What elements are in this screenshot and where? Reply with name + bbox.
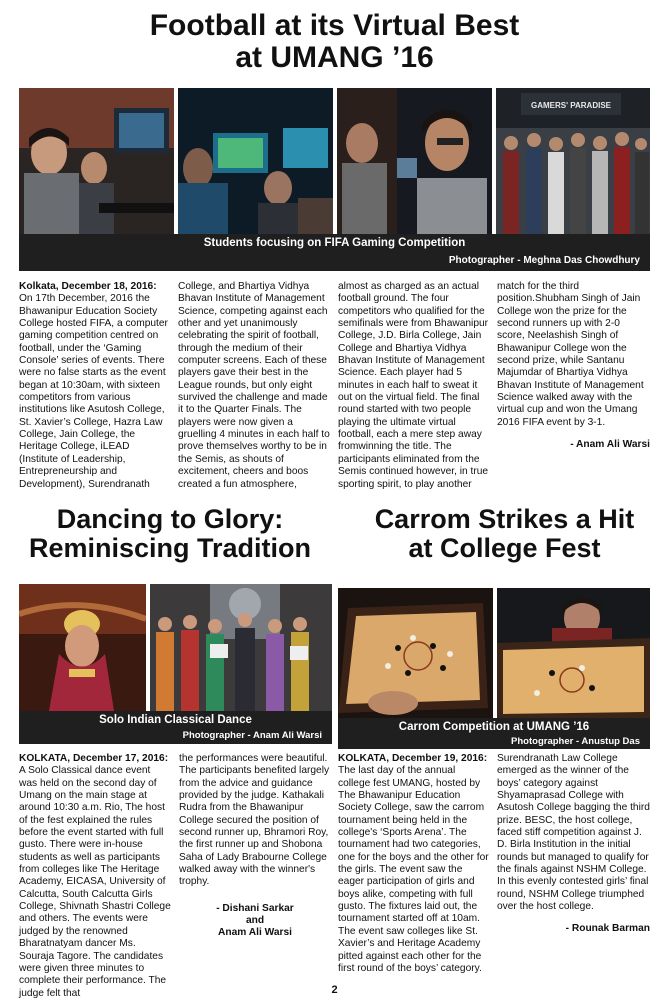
- fifa-body-1: On 17th December, 2016 the Bhawanipur Education Society College hosted FIFA, a computer gaming competition centred on football, under the ‘Gaming Console’ series of events. There were no false starts as the event began at 10:30am, with sixteen competitors from various institutions like Asutosh College, St. Xavier’s College, Hazra Law College, Jain College, the Heritage College, iLEAD (Institute of Leadership, Entrepreneurship and Development), Surendranath: [19, 293, 168, 490]
- dance-headline-line1: Dancing to Glory:: [56, 504, 284, 534]
- fifa-column-2: [178, 281, 330, 491]
- dance-headline: [0, 505, 340, 563]
- dance-column-2: [179, 753, 331, 940]
- dance-body-1: A Solo Classical dance event was held on the second day of Umang on the main stage at around 10:30 a.m. Rio, The host of the fest explained the rules before the event started with full gusto. There were in-house students as well as participants from colleges like The Heritage Academy, EICASA, University of Calcutta, South Calcutta Girls College, Shivnath Shastri College and others. The events were judged by the renowned Bharatnatyam dancer Ms. Souraja Tagore. The candidates were given three minutes to complete their performance. The judge felt that: [19, 765, 171, 999]
- fifa-column-3: [338, 281, 490, 491]
- fifa-photo-2: [178, 88, 333, 234]
- dance-column-1: [19, 753, 171, 1000]
- page-number: 2: [331, 984, 338, 996]
- fifa-headline: [0, 10, 669, 75]
- fifa-byline: - Anam Ali Warsi: [570, 439, 650, 451]
- fifa-photo-1: [19, 88, 174, 234]
- dance-photo-2: [150, 584, 332, 711]
- carrom-column-1: [338, 753, 490, 975]
- dance-byline: - Dishani Sarkar and Anam Ali Warsi: [216, 902, 294, 939]
- carrom-photo-caption: Carrom Competition at UMANG ’16: [398, 721, 590, 733]
- fifa-headline-line1: Football at its Virtual Best: [149, 9, 520, 42]
- dance-photo-caption: Solo Indian Classical Dance: [99, 714, 252, 726]
- dance-body-2: the performances were beautiful. The participants benefited largely from the advice and guidance provided by the judge. Kathakali Rudra from the Bhawanipur College secured the position of second runner up, Bhramori Roy, the first runner up and Shobona Saha of Lady Brabourne College walked away with the winner's trophy.: [179, 753, 330, 888]
- dance-headline-line2: Reminiscing Tradition: [28, 533, 312, 564]
- dance-dateline: KOLKATA, December 17, 2016:: [19, 753, 169, 764]
- fifa-caption-bar: [19, 234, 650, 271]
- carrom-headline: [340, 505, 669, 563]
- dance-photo-1: [19, 584, 146, 711]
- fifa-photo-4: [496, 88, 650, 234]
- carrom-headline-line2: at College Fest: [408, 533, 601, 564]
- fifa-photo-3: [337, 88, 492, 234]
- carrom-dateline: KOLKATA, December 19, 2016:: [338, 753, 488, 764]
- carrom-byline: - Rounak Barman: [565, 923, 650, 935]
- gamers-paradise-sign: GAMERS' PARADISE: [531, 101, 611, 110]
- carrom-headline-line1: Carrom Strikes a Hit: [374, 504, 635, 534]
- dance-photo-credit: Photographer - Anam Ali Warsi: [182, 730, 322, 741]
- fifa-column-1: [19, 281, 169, 491]
- fifa-body-2: College, and Bhartiya Vidhya Bhavan Institute of Management Science, competing against each other and yet unanimously celebrating the spirit of football, through the medium of their computer screens. Each of these players gave their best in the League rounds, but only eight survived the challenge and made it to the Quarter Finals. The players were now given a gruelling 4 minutes in each half to prove themselves worthy to be in the Semis, as shouts of excitement, cheers and boos created a fun atmosphere,: [178, 281, 330, 490]
- fifa-dateline: Kolkata, December 18, 2016:: [19, 281, 157, 292]
- fifa-photo-credit: Photographer - Meghna Das Chowdhury: [448, 255, 640, 266]
- fifa-headline-line2: at UMANG ’16: [235, 41, 434, 75]
- carrom-caption-bar: [338, 718, 650, 749]
- carrom-column-2: [497, 753, 650, 936]
- fifa-photo-caption: Students focusing on FIFA Gaming Competition: [203, 237, 466, 249]
- carrom-body-2: Surendranath Law College emerged as the winner of the boys’ category against Shyamaprasad College with Asutosh College bagging the third prize. BESC, the host college, faced stiff competition against J. D. Birla Institution in the initial rounds but managed to qualify for the finals against NSHM College. In this evenly contested girls’ final round, NSHM College triumphed over the host college.: [497, 753, 650, 913]
- fifa-column-4: [497, 281, 650, 451]
- carrom-photo-2: [497, 588, 650, 718]
- carrom-photo-1: [338, 588, 493, 718]
- carrom-photo-credit: Photographer - Anustup Das: [511, 736, 640, 747]
- dance-caption-bar: [19, 711, 332, 744]
- carrom-body-1: The last day of the annual college fest UMANG, hosted by The Bhawanipur Education Society College, saw the carrom tournament being held in the college's ‘Sports Arena’. The tournament had two categories, one for the boys and the other for the girls. The event saw the eager participation of girls and boys alike, competing with full gusto. The fixtures laid out, the tournament started off at 10am. The event saw colleges like St. Xavier’s and Heritage Academy pitted against each other for the first round of the boys’ category.: [338, 765, 489, 974]
- fifa-body-4: match for the third position.Shubham Singh of Jain College won the prize for the second runners up with 2-0 score, Neelashish Singh of Bhawanipur College won the second prize, while Santanu Majumdar of Bhartiya Vidhya Bhavan Institute of Management Science walked away with the virtual cup and won the Umang 2016 FIFA event by 3-1.: [497, 281, 644, 428]
- fifa-body-3: almost as charged as an actual football ground. The four competitors who qualified for the semifinals were from Bhawanipur College, J.D. Birla College, Jain College and Bhartiya Vidhya Bhavan Institute of Management Science. Each player had 5 minutes in each half to sweat it out on the virtual field. The final round started with two people playing the ultimate virtual football, each a mere step away fromwinning the title. The participants eliminated from the Semis continued however, in true sporting spirit, to play another: [338, 281, 489, 490]
